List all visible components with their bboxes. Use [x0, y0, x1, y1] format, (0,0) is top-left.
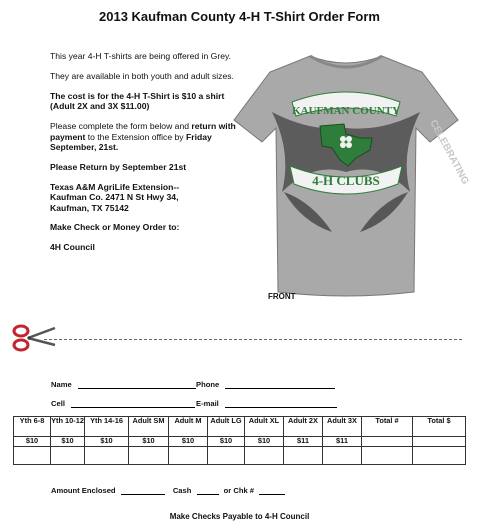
amount-field[interactable]: [121, 486, 165, 495]
col-header: Total $: [413, 417, 466, 437]
email-label: E-mail: [196, 399, 219, 408]
order-table: [13, 416, 466, 465]
info-text: [50, 51, 238, 262]
total-amount-cell[interactable]: [413, 447, 466, 465]
price-cell: $10: [14, 437, 51, 447]
qty-cell[interactable]: [14, 447, 51, 465]
cell-field[interactable]: [71, 399, 195, 408]
email-row: [196, 399, 337, 408]
col-header: Adult XL: [245, 417, 284, 437]
info-color: This year 4-H T-shirts are being offered in Grey.: [50, 51, 232, 61]
price-cell: [413, 437, 466, 447]
col-header: Total #: [362, 417, 413, 437]
qty-cell[interactable]: [85, 447, 129, 465]
col-header: Yth 10-12: [51, 417, 85, 437]
name-row: [51, 380, 196, 389]
qty-cell[interactable]: [284, 447, 323, 465]
footer-note: Make Checks Payable to 4-H Council: [169, 512, 310, 521]
name-label: Name: [51, 380, 72, 389]
phone-field[interactable]: [225, 380, 335, 389]
order-header-row: [14, 417, 466, 437]
col-header: Adult 2X: [284, 417, 323, 437]
price-cell: $10: [129, 437, 169, 447]
col-header: Yth 14-16: [85, 417, 129, 437]
tshirt-image: [232, 42, 471, 302]
check-label: or Chk #: [223, 486, 255, 495]
check-number-field[interactable]: [259, 486, 285, 495]
shirt-bottom-text: 4-H CLUBS: [312, 173, 380, 188]
scissors-icon: [12, 320, 56, 354]
info-payto: Make Check or Money Order to:: [50, 222, 180, 233]
info-address: Texas A&M AgriLife Extension-- Kaufman Co. 2471 N St Hwy 34, Kaufman, TX 75142: [50, 181, 180, 213]
price-cell: [362, 437, 413, 447]
col-header: Adult 3X: [323, 417, 362, 437]
cash-label: Cash: [172, 486, 192, 495]
info-instructions: Please complete the form below and return with payment to the Extension office by Friday September, 21st.: [50, 121, 236, 152]
col-header: Adult SM: [129, 417, 169, 437]
payment-row: [51, 486, 285, 495]
price-cell: $11: [323, 437, 362, 447]
col-header: Adult LG: [208, 417, 245, 437]
qty-cell[interactable]: [245, 447, 284, 465]
info-cost: The cost is for the 4-H T-Shirt is $10 a shirt (Adult 2X and 3X $11.00): [50, 90, 225, 112]
qty-cell[interactable]: [323, 447, 362, 465]
qty-cell[interactable]: [129, 447, 169, 465]
cell-row: [51, 399, 195, 408]
info-sizes: They are available in both youth and adult sizes.: [50, 70, 234, 81]
price-cell: $10: [169, 437, 208, 447]
email-field[interactable]: [225, 399, 337, 408]
cut-line: [44, 339, 462, 340]
cash-field[interactable]: [197, 486, 219, 495]
phone-row: [196, 380, 335, 389]
qty-cell[interactable]: [51, 447, 85, 465]
price-cell: $10: [245, 437, 284, 447]
cell-label: Cell: [51, 399, 65, 408]
order-price-row: [14, 437, 466, 447]
order-qty-row: [14, 447, 466, 465]
col-header: Adult M: [169, 417, 208, 437]
price-cell: $10: [208, 437, 245, 447]
shirt-top-text: KAUFMAN COUNTY: [292, 105, 400, 117]
info-council: 4H Council: [50, 242, 95, 253]
col-header: Yth 6-8: [14, 417, 51, 437]
shirt-side-text: CELEBRATING: [427, 118, 471, 187]
tshirt-icon: [232, 42, 471, 302]
total-count-cell[interactable]: [362, 447, 413, 465]
name-field[interactable]: [78, 380, 196, 389]
price-cell: $10: [51, 437, 85, 447]
phone-label: Phone: [196, 380, 220, 389]
price-cell: $11: [284, 437, 323, 447]
qty-cell[interactable]: [169, 447, 208, 465]
info-deadline: Please Return by September 21st: [50, 161, 187, 172]
price-cell: $10: [85, 437, 129, 447]
qty-cell[interactable]: [208, 447, 245, 465]
page-title: 2013 Kaufman County 4-H T-Shirt Order Form: [99, 9, 380, 24]
amount-label: Amount Enclosed: [51, 486, 116, 495]
front-label: FRONT: [268, 292, 296, 301]
